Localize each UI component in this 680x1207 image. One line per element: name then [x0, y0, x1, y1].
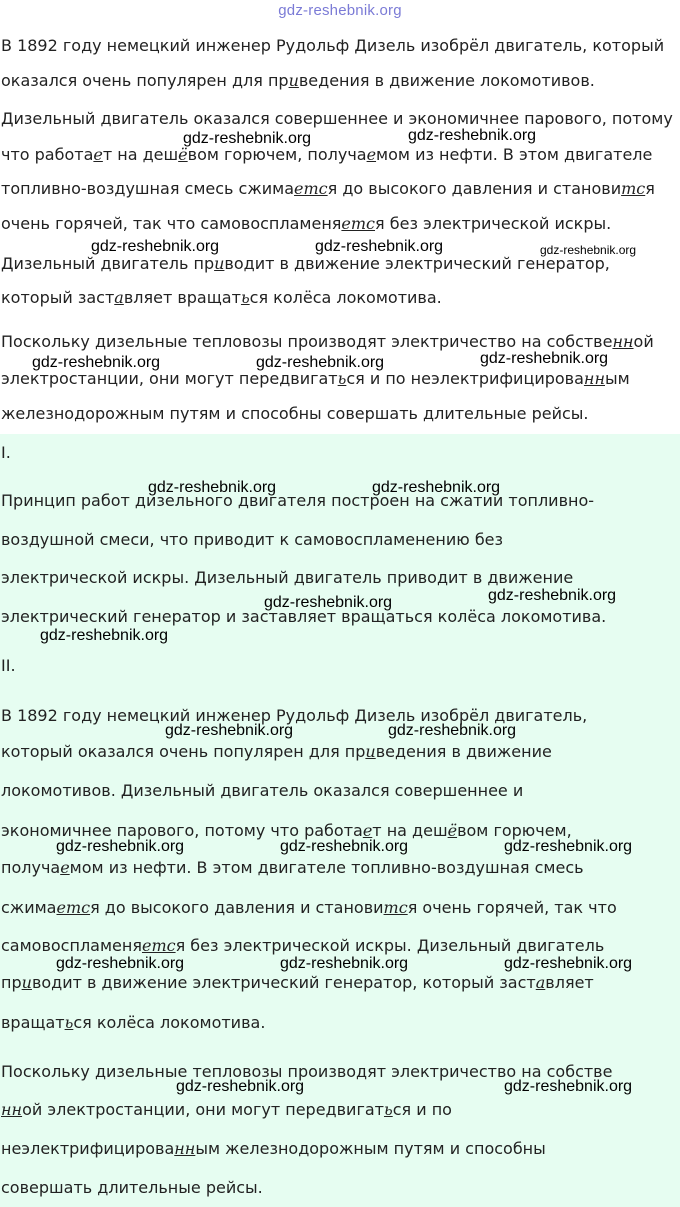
- spelling-mark: ь: [337, 369, 347, 388]
- watermark-text: gdz-reshebnik.org: [32, 354, 161, 371]
- text-segment: мом из нефти. В этом двигателе топливно-воздушная смесь: [69, 858, 584, 877]
- spelling-mark: а: [535, 973, 546, 992]
- spelling-mark: нн: [174, 1139, 196, 1158]
- watermark-text: gdz-reshebnik.org: [408, 127, 537, 144]
- text-segment: электрический генератор и заставляет вращаться колёса локомотива.: [1, 607, 607, 626]
- watermark-text: gdz-reshebnik.org: [256, 354, 385, 371]
- spelling-mark: и: [21, 973, 32, 992]
- spelling-mark: е: [93, 145, 103, 164]
- text-segment: я до высокого давления и станови: [90, 898, 384, 917]
- watermark-text: gdz-reshebnik.org: [480, 350, 609, 367]
- text-segment: II.: [1, 656, 16, 675]
- text-segment: получа: [1, 858, 61, 877]
- source-line: [1, 144, 652, 166]
- text-segment: I.: [1, 443, 11, 462]
- text-segment: очень горячей, так что самовоспламеня: [1, 214, 342, 233]
- spelling-mark: е: [366, 145, 377, 164]
- text-segment: оказался очень популярен для пр: [1, 71, 289, 90]
- answers-line: [1, 935, 604, 957]
- answers-line: [1, 567, 573, 589]
- spelling-mark: ё: [178, 145, 188, 164]
- answers-line: [1, 529, 503, 551]
- answers-line: [1, 1177, 263, 1199]
- watermark-text: gdz-reshebnik.org: [264, 594, 393, 611]
- spelling-mark: нн: [583, 369, 605, 388]
- text-segment: ся колёса локомотива.: [73, 1013, 266, 1032]
- text-segment: водит в движение электрический генератор, который заст: [31, 973, 536, 992]
- text-segment: вляет вращат: [123, 288, 241, 307]
- spelling-mark: и: [288, 71, 299, 90]
- text-segment: пр: [1, 973, 22, 992]
- answers-line: [1, 741, 552, 763]
- spelling-mark: етс: [341, 214, 376, 233]
- watermark-text: gdz-reshebnik.org: [176, 1078, 305, 1095]
- source-line: [1, 403, 588, 425]
- text-segment: ведения в движение локомотивов.: [298, 71, 595, 90]
- spelling-mark: ь: [383, 1100, 393, 1119]
- spelling-mark: нн: [612, 332, 634, 351]
- text-segment: воздушной смеси, что приводит к самовоспламенению без: [1, 530, 504, 549]
- text-segment: вом горючем, получа: [187, 145, 367, 164]
- watermark-text: gdz-reshebnik.org: [372, 479, 501, 496]
- spelling-mark: и: [365, 742, 376, 761]
- text-segment: я очень горячей, так что: [407, 898, 617, 917]
- spelling-mark: тс: [621, 179, 646, 198]
- text-segment: ся колёса локомотива.: [249, 288, 442, 307]
- text-segment: который оказался очень популярен для пр: [1, 742, 366, 761]
- spelling-mark: е: [60, 858, 70, 877]
- watermark-text: gdz-reshebnik.org: [183, 130, 312, 147]
- source-line: [1, 178, 655, 200]
- watermark-text: gdz-reshebnik.org: [56, 838, 185, 855]
- watermark-text: gdz-reshebnik.org: [165, 722, 294, 739]
- text-segment: Дизельный двигатель оказался совершеннее и экономичнее парового, потому: [1, 109, 673, 128]
- watermark-text: gdz-reshebnik.org: [280, 955, 409, 972]
- text-segment: т на деш: [102, 145, 179, 164]
- text-segment: ой: [633, 332, 654, 351]
- watermark-text: gdz-reshebnik.org: [388, 722, 517, 739]
- text-segment: мом из нефти. В этом двигателе: [376, 145, 653, 164]
- spelling-mark: ё: [447, 821, 458, 840]
- answers-line: [1, 490, 594, 512]
- source-line: [1, 35, 664, 57]
- watermark-text: gdz-reshebnik.org: [315, 238, 444, 255]
- text-segment: т на деш: [372, 821, 448, 840]
- text-segment: Дизельный двигатель пр: [1, 254, 215, 273]
- text-segment: который заст: [1, 288, 115, 307]
- spelling-mark: е: [362, 821, 373, 840]
- text-segment: неэлектрифицирова: [1, 1139, 175, 1158]
- watermark-text: gdz-reshebnik.org: [504, 1078, 633, 1095]
- source-line: [1, 70, 595, 92]
- answers-line: [1, 1012, 265, 1034]
- text-segment: я: [645, 179, 655, 198]
- text-segment: В 1892 году немецкий инженер Рудольф Дизель изобрёл двигатель,: [1, 706, 588, 725]
- answers-line: [1, 655, 16, 677]
- watermark-text: gdz-reshebnik.org: [148, 479, 277, 496]
- text-segment: ой электростанции, они могут передвигат: [22, 1100, 384, 1119]
- source-line: [1, 108, 673, 130]
- spelling-mark: етс: [141, 936, 176, 955]
- spelling-mark: ь: [240, 288, 250, 307]
- text-segment: водит в движение электрический генератор,: [224, 254, 610, 273]
- watermark-text: gdz-reshebnik.org: [56, 955, 185, 972]
- watermark-text: gdz-reshebnik.org: [540, 243, 637, 257]
- spelling-mark: етс: [294, 179, 328, 198]
- source-line: [1, 253, 610, 275]
- text-segment: я до высокого давления и станови: [327, 179, 622, 198]
- text-segment: Принцип работ дизельного двигателя построен на сжатии топливно-: [1, 491, 595, 510]
- watermark-text: gdz-reshebnik.org: [504, 838, 633, 855]
- text-segment: я без электрической искры.: [375, 214, 612, 233]
- text-segment: самовоспламеня: [1, 936, 142, 955]
- text-segment: ведения в движение: [375, 742, 552, 761]
- answers-line: [1, 857, 584, 879]
- watermark-text: gdz-reshebnik.org: [488, 587, 617, 604]
- spelling-mark: тс: [383, 898, 408, 917]
- watermark-text: gdz-reshebnik.org: [91, 238, 220, 255]
- watermark-text: gdz-reshebnik.org: [504, 955, 633, 972]
- text-segment: я без электрической искры. Дизельный двигатель: [175, 936, 605, 955]
- watermark-text: gdz-reshebnik.org: [40, 627, 169, 644]
- text-segment: ым железнодорожным путям и способны: [195, 1139, 546, 1158]
- text-segment: вом горючем,: [457, 821, 572, 840]
- answers-line: [1, 897, 617, 919]
- text-segment: ся и по неэлектрифицирова: [346, 369, 584, 388]
- text-segment: локомотивов. Дизельный двигатель оказался совершеннее и: [1, 781, 524, 800]
- text-segment: Поскольку дизельные тепловозы производят электричество на собстве: [1, 1062, 613, 1081]
- text-segment: железнодорожным путям и способны совершать длительные рейсы.: [1, 404, 589, 423]
- spelling-mark: етс: [56, 898, 91, 917]
- answers-line: [1, 780, 523, 802]
- spelling-mark: ь: [64, 1013, 74, 1032]
- answers-line: [1, 1099, 452, 1121]
- answers-line: [1, 972, 594, 994]
- answers-line: [1, 442, 11, 464]
- spelling-mark: а: [114, 288, 124, 307]
- text-segment: что работа: [1, 145, 94, 164]
- source-line: [1, 287, 442, 309]
- text-segment: В 1892 году немецкий инженер Рудольф Дизель изобрёл двигатель, который: [1, 36, 665, 55]
- watermark-text: gdz-reshebnik.org: [280, 838, 409, 855]
- text-segment: электрической искры. Дизельный двигатель приводит в движение: [1, 568, 574, 587]
- text-segment: вляет: [545, 973, 594, 992]
- spelling-mark: нн: [1, 1100, 23, 1119]
- site-top-mark[interactable]: gdz-reshebnik.org: [278, 2, 402, 19]
- text-segment: совершать длительные рейсы.: [1, 1178, 263, 1197]
- text-segment: ся и по: [392, 1100, 452, 1119]
- text-segment: экономичнее парового, потому что работа: [1, 821, 363, 840]
- text-segment: ым: [605, 369, 630, 388]
- answers-line: [1, 1138, 546, 1160]
- text-segment: топливно-воздушная смесь сжима: [1, 179, 295, 198]
- text-segment: Поскольку дизельные тепловозы производят электричество на собстве: [1, 332, 613, 351]
- source-line: [1, 213, 611, 235]
- text-segment: сжима: [1, 898, 57, 917]
- spelling-mark: и: [214, 254, 225, 273]
- text-segment: электростанции, они могут передвигат: [1, 369, 338, 388]
- text-segment: вращат: [1, 1013, 65, 1032]
